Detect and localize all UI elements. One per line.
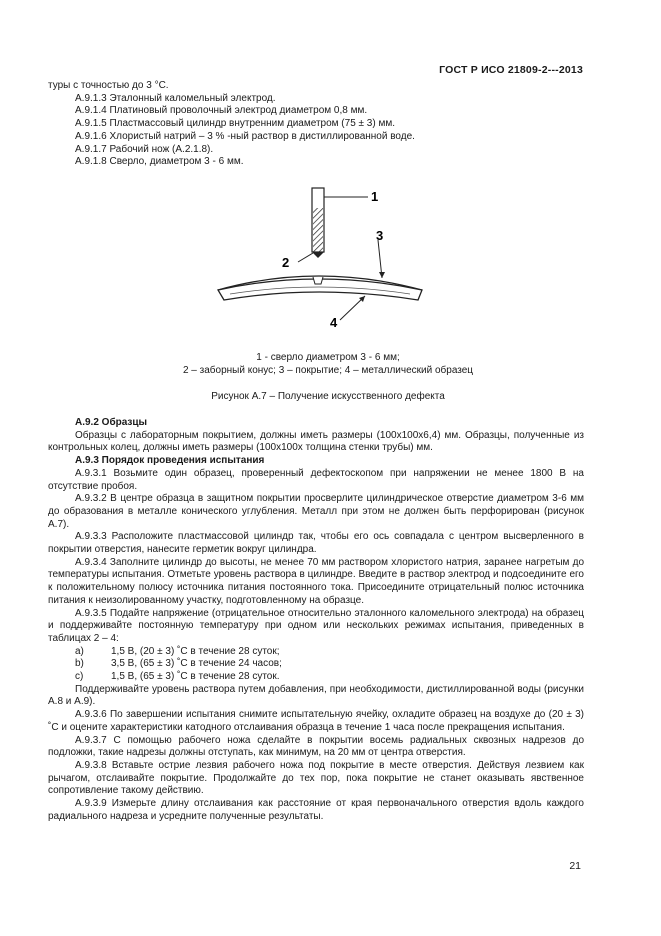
list-item: А.9.1.6 Хлористый натрий – 3 % -ный раствор в дистиллированной воде. (75, 130, 415, 142)
list-item: А.9.1.5 Пластмассовый цилиндр внутренним диаметром (75 ± 3) мм. (75, 118, 395, 130)
list-label: b) (75, 658, 84, 670)
paragraph: А.9.3.9 Измерьте длину отслаивания как расстояние от края первоначального отверстия вдоль каждого радиального надреза и усредните полученные результаты. (48, 798, 584, 822)
drill-defect-figure (200, 178, 440, 338)
list-text: 1,5 В, (20 ± 3) ˚С в течение 28 суток; (111, 645, 280, 657)
callout-label: 1 (371, 189, 379, 204)
paragraph: А.9.3.2 В центре образца в защитном покрытии просверлите цилиндрическое отверстие диаметром 3-6 мм до образования в металле конического углубления. Металл при этом не должен быть перфорирован (рисунок А.7). (48, 493, 584, 530)
paragraph: А.9.3.7 С помощью рабочего ножа сделайте в покрытии восемь радиальных сквозных надрезов до подложки, такие надрезы должны отступать, как минимум, на 20 мм от центра отверстия. (48, 734, 584, 759)
paragraph: А.9.3.3 Расположите пластмассовой цилиндр так, чтобы его ось совпадала с центром высверленного в покрытии отверстия, нанесите герметик вокруг цилиндра. (48, 531, 584, 556)
mode-list-item (48, 671, 584, 684)
figure-legend (48, 351, 608, 377)
paragraph: А.9.3.8 Вставьте острие лезвия рабочего ножа под покрытие в месте отверстия. Действуя лезвием как рычагом, отслаивайте покрытие. Продолжайте до тех пор, пока покрытие не станет оказывать явственное сопротивление такому действию. (48, 759, 584, 797)
page-number: 21 (569, 860, 581, 872)
list-item: А.9.1.7 Рабочий нож (А.2.1.8). (75, 143, 214, 155)
paragraph: Образцы с лабораторным покрытием, должны иметь размеры (100x100x6,4) мм. Образцы, полученные из контрольных колец, должны иметь размеры (100x100x толщина стенки трубы) мм. (48, 429, 584, 454)
list-text: 1,5 В, (65 ± 3) ˚С в течение 28 суток. (111, 671, 280, 683)
list-item: А.9.1.3 Эталонный каломельный электрод. (75, 92, 276, 104)
main-text-block (48, 417, 584, 824)
callout-label: 4 (330, 315, 338, 330)
paragraph: А.9.3.1 Возьмите один образец, проверенный дефектоскопом при напряжении не менее 1800 В на отсутствие пробоя. (48, 467, 584, 492)
paragraph: А.9.3.6 По завершении испытания снимите испытательную ячейку, охладите образец на воздухе до (20 ± 3) ˚С и оцените характеристики катодного отслаивания образца в течение 1 часа после прекращения испытания. (48, 709, 584, 733)
list-item: А.9.1.8 Сверло, диаметром 3 - 6 мм. (75, 156, 244, 168)
callout-label: 3 (376, 228, 384, 243)
legend-line: 2 – заборный конус; 3 – покрытие; 4 – металлический образец (182, 365, 474, 376)
top-text-block (48, 80, 584, 169)
document-header: ГОСТ Р ИСО 21809-2---2013 (439, 64, 583, 76)
paragraph: А.9.3.4 Заполните цилиндр до высоты, не менее 70 мм раствором хлористого натрия, заранее нагретым до температуры испытания. Отметьте уровень раствора в цилиндре. Введите в раствор электрод и подсоедините его к положительному полюсу источника питания постоянного тока. Присоедините отрицательный полюс источника питания к неизолированному участку, подготовленному на образце. (48, 556, 584, 606)
callout-label: 2 (282, 255, 290, 270)
list-label: c) (75, 671, 84, 683)
figure-caption: Рисунок А.7 – Получение искусственного дефекта (211, 391, 445, 402)
drill-bit-icon (312, 188, 324, 258)
section-heading: А.9.2 Образцы (75, 417, 148, 428)
drilled-hole (313, 277, 323, 284)
list-item: А.9.1.4 Платиновый проволочный электрод диаметром 0,8 мм. (75, 105, 368, 117)
section-heading: А.9.3 Порядок проведения испытания (75, 455, 265, 467)
paragraph: А.9.3.5 Подайте напряжение (отрицательное относительно эталонного каломельного электрода) на образец и поддерживайте постоянную температуру при одном или нескольких режимах испытания, приведенных в таблицах 2 – 4: (48, 607, 584, 644)
mode-list-item (48, 646, 584, 659)
list-text: 3,5 В, (65 ± 3) ˚С в течение 24 часов; (111, 658, 282, 670)
continuation-line: туры с точностью до 3 °С. (48, 80, 169, 91)
list-label: a) (75, 645, 84, 657)
paragraph: Поддерживайте уровень раствора путем добавления, при необходимости, дистиллированной воды (рисунки А.8 и А.9). (48, 683, 584, 708)
legend-line: 1 - сверло диаметром 3 - 6 мм; (256, 352, 400, 363)
mode-list-item (48, 658, 584, 671)
